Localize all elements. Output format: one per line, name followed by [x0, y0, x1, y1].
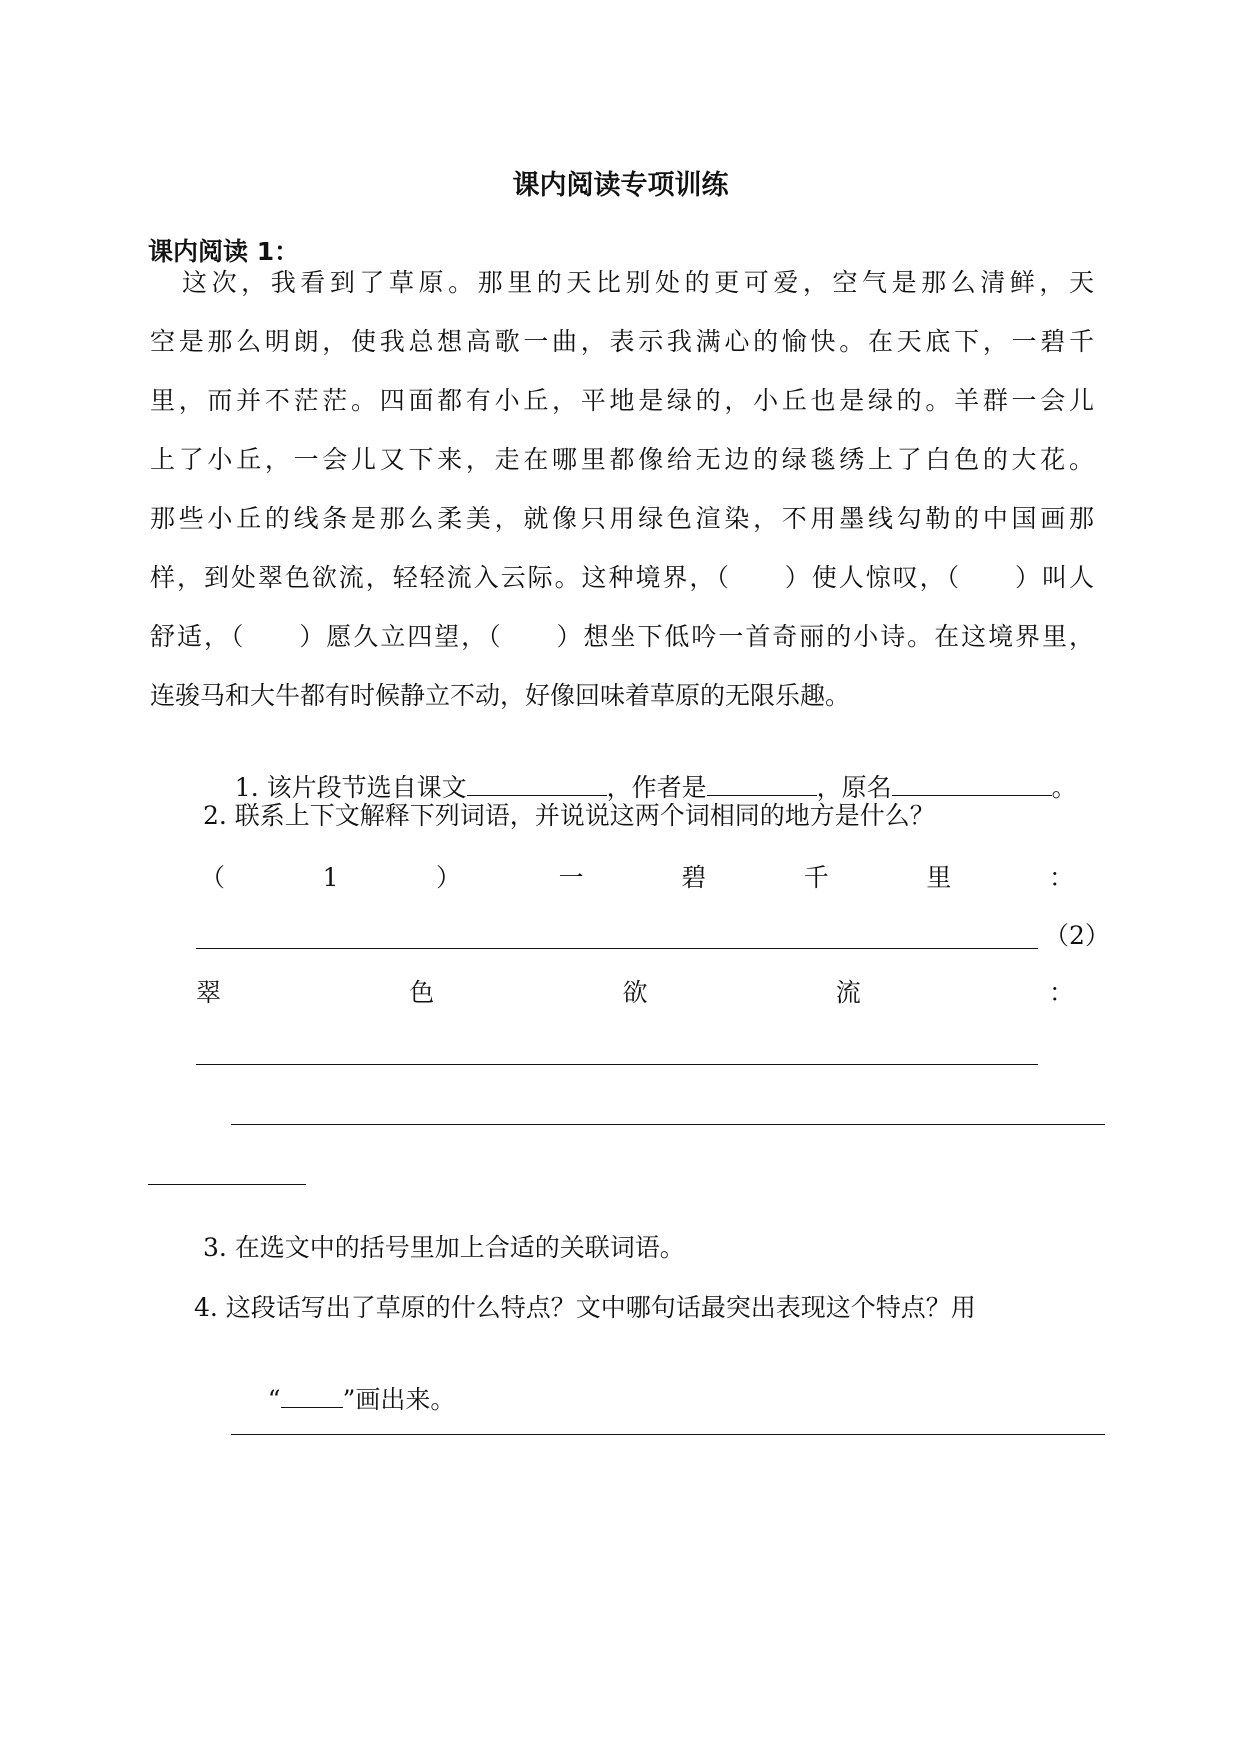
passage-line: 里，而并不茫茫。四面都有小丘，平地是绿的，小丘也是绿的。羊群一会儿 — [150, 386, 1094, 415]
question-3: 3. 在选文中的括号里加上合适的关联词语。 — [203, 1233, 685, 1262]
item-char: 一 — [558, 863, 584, 892]
answer-blank-original-name[interactable] — [892, 773, 1052, 796]
passage-line: 连骏马和大牛都有时候静立不动，好像回味着草原的无限乐趣。 — [150, 681, 851, 710]
page-title: 课内阅读专项训练 — [512, 170, 729, 201]
answer-line-3[interactable] — [231, 1124, 1105, 1125]
question-4: 4. 这段话写出了草原的什么特点？文中哪句话最突出表现这个特点？用 — [194, 1293, 976, 1322]
answer-blank-lesson[interactable] — [467, 773, 607, 796]
item-char: 1 — [322, 863, 339, 892]
question-2-item-1 — [200, 862, 1074, 894]
item-char: 翠 — [196, 978, 222, 1007]
answer-line-4[interactable] — [231, 1434, 1105, 1435]
item-char: 流 — [835, 978, 861, 1007]
question-1-text: 1. 该片段节选自课文 — [234, 773, 467, 802]
item-char: 欲 — [622, 978, 648, 1007]
item-char: ： — [1048, 978, 1074, 1007]
question-1-text: 。 — [1051, 773, 1077, 802]
item-char: 里 — [926, 863, 952, 892]
passage-line: 那些小丘的线条是那么柔美，就像只用绿色渲染，不用墨线勾勒的中国画那 — [150, 504, 1094, 533]
item-char: ） — [436, 863, 462, 892]
question-1-text: ，作者是 — [606, 773, 707, 802]
question-2: 2. 联系上下文解释下列词语，并说说这两个词相同的地方是什么？ — [203, 801, 935, 830]
section-heading: 课内阅读 1： — [148, 237, 300, 266]
passage-line: 上了小丘，一会儿又下来，走在哪里都像给无边的绿毯绣上了白色的大花。 — [150, 445, 1094, 474]
answer-blank-author[interactable] — [707, 773, 817, 796]
answer-line-1[interactable] — [196, 948, 1038, 949]
answer-line-2[interactable] — [196, 1064, 1038, 1065]
item-char: 千 — [803, 863, 829, 892]
question-4-text: ”画出来。 — [342, 1385, 456, 1414]
item-char: （ — [200, 863, 226, 892]
underline-sample — [281, 1385, 343, 1408]
item-char: 色 — [409, 978, 435, 1007]
question-2-item-2-label: （2） — [1044, 921, 1110, 950]
passage-line: 空是那么明朗，使我总想高歌一曲，表示我满心的愉快。在天底下，一碧千 — [150, 327, 1094, 356]
quote-open: “ — [267, 1385, 281, 1414]
question-1-text: ，原名 — [816, 773, 892, 802]
item-char: ： — [1048, 863, 1074, 892]
answer-line-3-continued[interactable] — [148, 1184, 306, 1185]
question-2-item-2 — [196, 977, 1074, 1009]
item-char: 碧 — [681, 863, 707, 892]
passage-line: 这次，我看到了草原。那里的天比别处的更可爱，空气是那么清鲜，天 — [182, 268, 1094, 297]
passage-line: 样，到处翠色欲流，轻轻流入云际。这种境界，（ ）使人惊叹，（ ）叫人 — [150, 563, 1094, 592]
passage-line: 舒适，（ ）愿久立四望，（ ）想坐下低吟一首奇丽的小诗。在这境界里， — [150, 622, 1094, 651]
